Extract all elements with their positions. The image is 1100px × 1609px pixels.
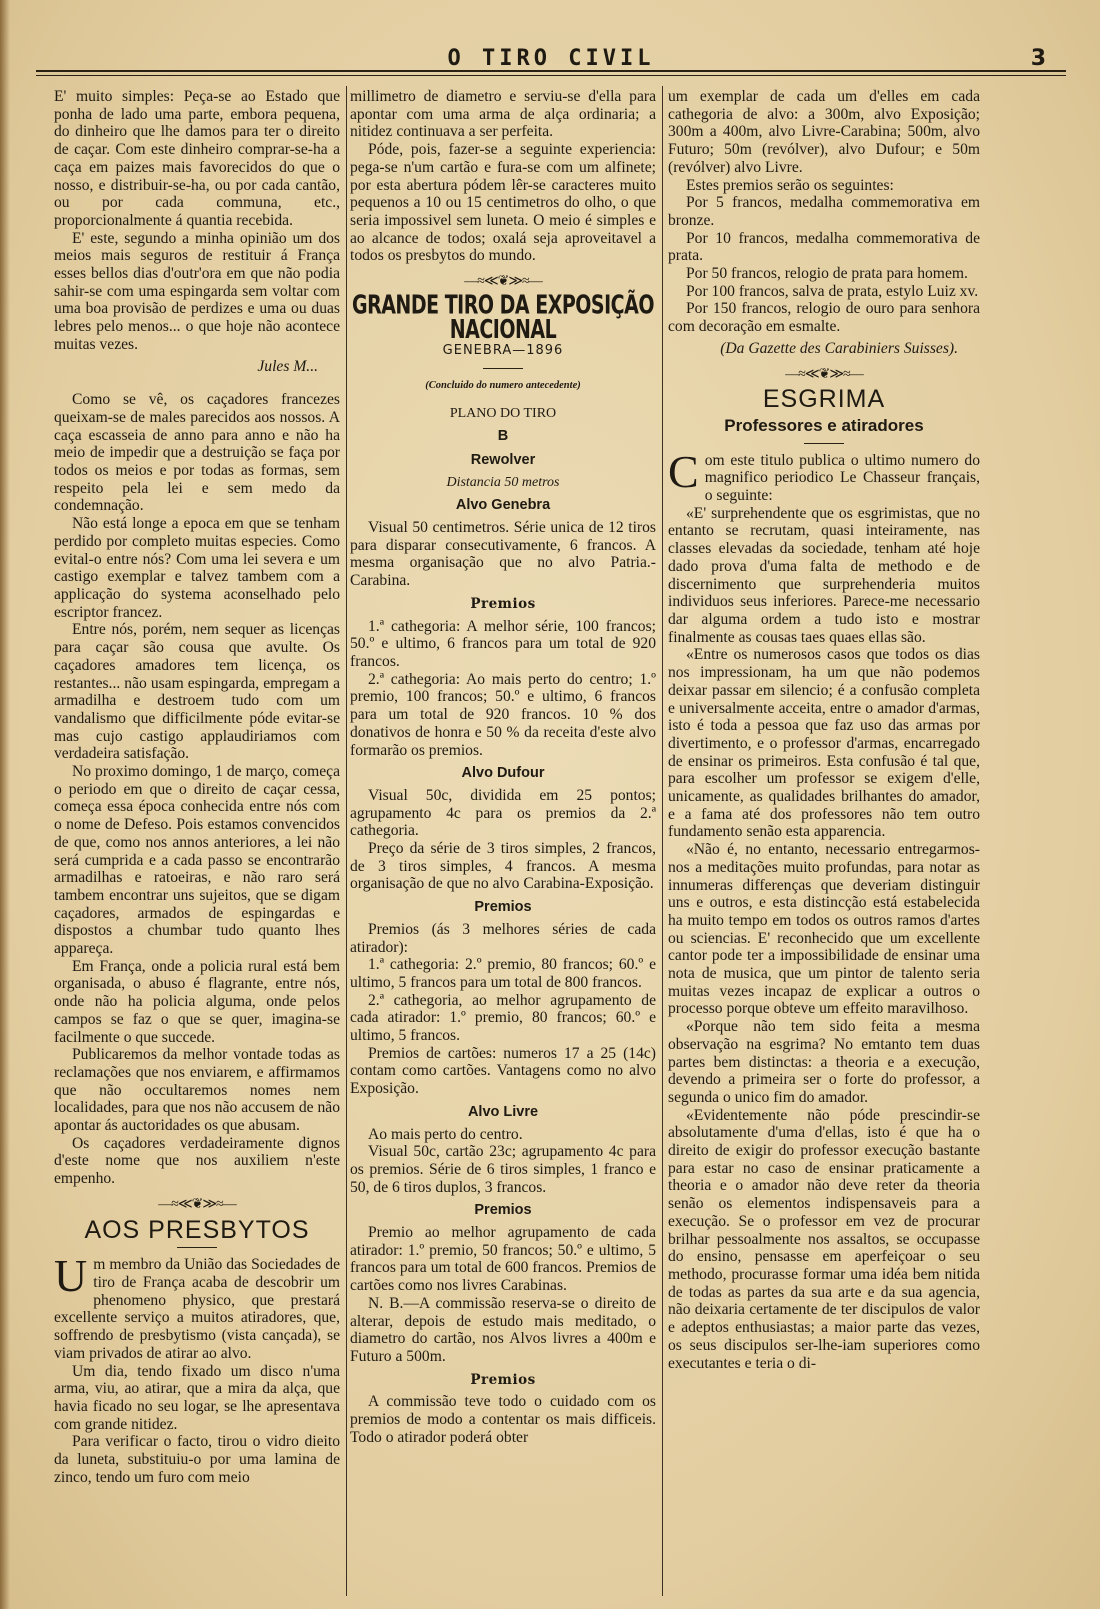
drop-cap: U [54, 1250, 88, 1302]
paragraph: A commissão teve todo o cuidado com os premios de modo a contentar os mais difficeis. Todo o atirador poderá obter [350, 1393, 656, 1446]
article-headline: GRANDE TIRO DA EXPOSIÇÃO NACIONAL [352, 290, 654, 345]
target-heading: Alvo Genebra [455, 497, 551, 514]
signature: Jules M... [257, 357, 318, 375]
column-middle [350, 88, 656, 1598]
paragraph: No proximo domingo, 1 de março, começa o periodo em que o direito de caçar cessa, começa essa época conhecida entre nós com o nome de Defeso. Pois estamos convencidos de que, como nos annos anteriores, a lei não será cumprida e a cada passo se encontrarão armadilhas e ratoeiras, e não raro será tambem encontrar uns sujeitos, que se digam caçadores, armados de espingardas e dispostos a chumbar tudo quanto lhes appareça. [54, 763, 340, 958]
paragraph: Visual 50c, dividida em 25 pontos; agrupamento 4c para os premios da 2.ª cathegoria. [350, 786, 656, 840]
paragraph: 1.ª cathegoria: 2.º premio, 80 francos; 60.º e ultimo, 5 francos para um total de 800 francos. [350, 956, 656, 991]
prizes-heading: Premios [474, 1202, 532, 1219]
short-rule [804, 443, 844, 444]
target-heading: Alvo Livre [467, 1103, 539, 1120]
paragraph: Visual 50 centimetros. Série unica de 12 tiros para disparar consecutivamente, 6 francos. A mesma organisação que no alvo Patria.-Carabina. [350, 519, 656, 590]
prizes-heading: Premios [470, 595, 536, 612]
source-credit: (Da Gazette des Carabiniers Suisses). [720, 339, 958, 357]
continuation-note: (Concluido do numero antecedente) [425, 379, 581, 391]
paragraph: 1.ª cathegoria: A melhor série, 100 francos; 50.º e ultimo, 6 francos para um total de 920 francos. [350, 617, 656, 670]
paragraph: Premio ao melhor agrupamento de cada atirador: 1.º premio, 50 francos; 50.º e ultimo, 5 francos para um total de 600 francos. Premios de cartões como nos livres Carabinas. [350, 1224, 656, 1295]
paragraph: «E' surprehendente que os esgrimistas, que no entanto se recrutam, quasi inteiramente, nas classes elevadas da sociedade, tenham até hoje dado prova d'uma falta de methodo e de discernimento que surprehenderia muitos individuos seus inferiores. Parece-me necessario dar alguma ordem a tudo isto e mostrar finalmente as cousas taes quaes ellas são. [668, 504, 980, 646]
ornament-divider: —≈≪❦≫≈— [785, 366, 863, 382]
header-rule [36, 70, 1066, 76]
paragraph: Ao mais perto do centro. [368, 1125, 523, 1143]
paragraph: millimetro de diametro e serviu-se d'ella para apontar com uma arma de alça ordinaria; a nitidez continuava a ser perfeita. [350, 88, 656, 141]
paragraph: um exemplar de cada um d'elles em cada cathegoria de alvo: a 300m, alvo Exposição; 300m a 400m, alvo Livre-Carabina; 500m, alvo Futuro; 50m (revólver), alvo Dufour; e 50m (revólver) alvo Livre. [668, 88, 980, 176]
short-rule [483, 368, 523, 369]
paragraph: E' muito simples: Peça-se ao Estado que ponha de lado uma parte, embora pequena, do dinheiro que lhe damos para ter o direito de caçar. Com este dinheiro comprar-se-ha a caça em paizes mais favorecidos do que o nosso, e distribuir-se-ha, ou por cada cantão, ou por cada communa, etc., proporcionalmente á quantia recebida. [54, 88, 340, 229]
paragraph: «Não é, no entanto, necessario entregarmos-nos a meditações muito profundas, para notar as innumeras differenças que deveriam distinguir uns e outros, e esta distincção está estabelecida ha muito tempo em todos os outros ramos d'artes ou sciencias. E' reconhecido que um excellente cantor pode ter a impossibilidade de ensinar uma nota de musica, que um pintor de talento seria muitas vezes incapaz de explicar a outros o processo porque obteve um effeito maravilhoso. [668, 841, 980, 1018]
paragraph: Por 100 francos, salva de prata, estylo Luiz xv. [686, 282, 979, 300]
section-title: AOS PRESBYTOS [84, 1215, 310, 1244]
article-subtitle: GENEBRA—1896 [442, 343, 564, 359]
ornament-divider: —≈≪❦≫≈— [464, 274, 542, 290]
paragraph: Não está longe a epoca em que se tenham perdido por completo muitas especies. Como evital-o entre nós? Com uma lei severa e um castigo exemplar e talvez tambem com a applicação do systema aconselhado pelo escriptor francez. [54, 515, 340, 621]
article-opening [54, 1250, 340, 1362]
paragraph: Por 150 francos, relogio de ouro para senhora com decoração em esmalte. [668, 300, 980, 336]
paragraph: 2.ª cathegoria: Ao mais perto do centro; 1.º premio, 100 francos; 50.º e ultimo, 6 francos para um total de 920 francos. 10 % dos donativos de honra e 50 % da receita d'este alvo formarão os premios. [350, 670, 656, 759]
paragraph: Por 10 francos, medalha commemorativa de prata. [668, 229, 980, 265]
paragraph: «Porque não tem sido feita a mesma observação na esgrima? No emtanto tem duas partes bem distinctas: a theoria e a execução, devendo a primeira ser o forte do professor, a segunda o unico fim do amador. [668, 1018, 980, 1106]
running-header [36, 42, 1066, 72]
paragraph: Por 50 francos, relogio de prata para homem. [686, 265, 968, 283]
paragraph: Por 5 francos, medalha commemorativa em bronze. [668, 194, 980, 229]
prizes-heading: Premios [474, 899, 532, 916]
weapon-heading: Rewolver [470, 451, 536, 468]
paragraph-text: om este titulo publica o ultimo numero do magnifico periodico Le Chasseur français, o seguinte: [704, 451, 980, 505]
page-number: 3 [1030, 46, 1046, 71]
journal-title: O TIRO CIVIL [447, 46, 655, 71]
paragraph: E' este, segundo a minha opinião um dos meios mais seguros de restituir á França esses bellos dias d'outr'ora em que não podia sahir-se com uma espingarda sem voltar com uma boa provisão de perdizes e uma ou duas lebres pelo menos... o que hoje não acontece muitas vezes. [54, 229, 340, 353]
article-subtitle: Professores e atiradores [724, 415, 924, 435]
paragraph: Para verificar o facto, tirou o vidro dieito da luneta, substituiu-o por uma lamina de zinco, tendo um furo com meio [54, 1433, 340, 1486]
paragraph: «Evidentemente não póde prescindir-se absolutamente d'uma d'ellas, isto é que ha o direito de exigir do professor execução bastante para estar no caso de ensinar praticamente a theoria e o amador não deve reter da theoria senão os elementos indispensaveis para a execução. Se o professor em vez de procurar brilhar pessoalmente nos assaltos, se occupasse do ensino, pensasse em aperfeiçoar o seu methodo, procurasse formar uma idéa bem nitida de todas as partes da sua arte e da sua agencia, não deixaria certamente de ter discipulos de valor e adeptos enthusiastas; a maior parte das vezes, os seus discipulos ser-lhe-iam superiores como executantes e teria o di- [668, 1106, 980, 1372]
column-divider [662, 86, 663, 1596]
paragraph: «Entre os numerosos casos que todos os dias nos impressionam, ha um que não podemos deixar passar em silencio; é a confusão completa e universalmente acceita, entre o amador d'armas, isto é toda a pessoa que faz uso das armas por divertimento, e o professor d'armas, encarregado de ensinar os primeiros. Esta confusão é tal que, para escolher um professor se exigem d'elle, unicamente, as qualidades brilhantes do amador, e a fama até dos professores não tem outro fundamento senão esta apparencia. [668, 646, 980, 841]
section-title: ESGRIMA [762, 385, 886, 414]
paragraph: Póde, pois, fazer-se a seguinte experiencia: pega-se n'um cartão e fura-se com um alfinete; por esta abertura pódem lêr-se caracteres muito pequenos a 10 ou 15 centimetros do olho, o que seria impossivel sem luneta. O meio é simples e ao alcance de todos; oxalá seja aproveitavel a todos os presbytos do mundo. [350, 141, 656, 265]
paragraph: Premios de cartões: numeros 17 a 25 (14c) contam como cartões. Vantagens como no alvo Exposição. [350, 1044, 656, 1098]
plan-heading: PLANO DO TIRO [449, 405, 557, 421]
paragraph: Visual 50c, cartão 23c; agrupamento 4c para os premios. Série de 6 tiros simples, 1 franco e 50, de 6 tiros duplos, 3 francos. [350, 1143, 656, 1196]
column-right [668, 88, 980, 1598]
paragraph: Estes premios serão os seguintes: [686, 176, 894, 194]
paragraph-text: m membro da União das Sociedades de tiro de França acaba de descobrir um phenomeno physico, que prestará excellente serviço a muitos atiradores, que, soffrendo de presbytismo (vista cançada), se viam privados de atirar ao alvo. [54, 1256, 340, 1362]
target-heading: Alvo Dufour [461, 765, 545, 782]
prizes-heading: Premios [470, 1371, 536, 1388]
short-rule [177, 1247, 217, 1248]
paragraph: Entre nós, porém, nem sequer as licenças para caçar são cousa que avulte. Os caçadores amadores tem licença, os restantes... não usam espingarda, empregam a armadilha e destroem tudo com um vandalismo que difficilmente póde evitar-se mas cujo castigo applaudiriamos com verdadeira satisfação. [54, 621, 340, 763]
paragraph: Os caçadores verdadeiramente dignos d'este nome que nos auxiliem n'este empenho. [54, 1134, 340, 1188]
paragraph: Publicaremos da melhor vontade todas as reclamações que nos enviarem, e affirmamos que não occultaremos nomes nem localidades, para que nos não accusem de não apontar ás auctoridades os que abusam. [54, 1046, 340, 1135]
paragraph: Como se vê, os caçadores francezes queixam-se de males parecidos aos nossos. A caça escasseia de anno para anno e não ha meio de impedir que a destruição se faça por todos os meios e por todas as formas, sem respeito pela lei e sem medo da condemnação. [54, 391, 340, 515]
drop-cap: C [668, 445, 699, 497]
column-left [54, 88, 340, 1598]
paragraph: N. B.—A commissão reserva-se o direito de alterar, depois de estudo mais meditado, o diametro do cartão, nos Alvos livres a 400m e Futuro a 500m. [350, 1294, 656, 1365]
page-shadow [0, 0, 10, 1609]
article-opening [668, 445, 980, 505]
paragraph: Um dia, tendo fixado um disco n'uma arma, viu, ao atirar, que a mira da alça, que havia ficado no seu logar, se lhe apresentava com grande nitidez. [54, 1362, 340, 1433]
plan-letter: B [497, 428, 509, 445]
paragraph: 2.ª cathegoria, ao melhor agrupamento de cada atirador: 1.º premio, 80 francos; 60.º e ultimo, 5 francos. [350, 991, 656, 1045]
distance-heading: Distancia 50 metros [446, 474, 560, 490]
paragraph: Em França, onde a policia rural está bem organisada, o abuso é flagrante, entre nós, onde não ha policia alguma, onde pelos campos se faz o que se quer, imagina-se facilmente o que succede. [54, 957, 340, 1046]
paragraph: Premios (ás 3 melhores séries de cada atirador): [350, 920, 656, 956]
column-divider [346, 86, 347, 1596]
ornament-divider: —≈≪❦≫≈— [158, 1196, 236, 1212]
paragraph: Preço da série de 3 tiros simples, 2 francos, de 3 tiros simples, 4 francos. A mesma organisação de que no alvo Carabina-Exposição. [350, 840, 656, 893]
